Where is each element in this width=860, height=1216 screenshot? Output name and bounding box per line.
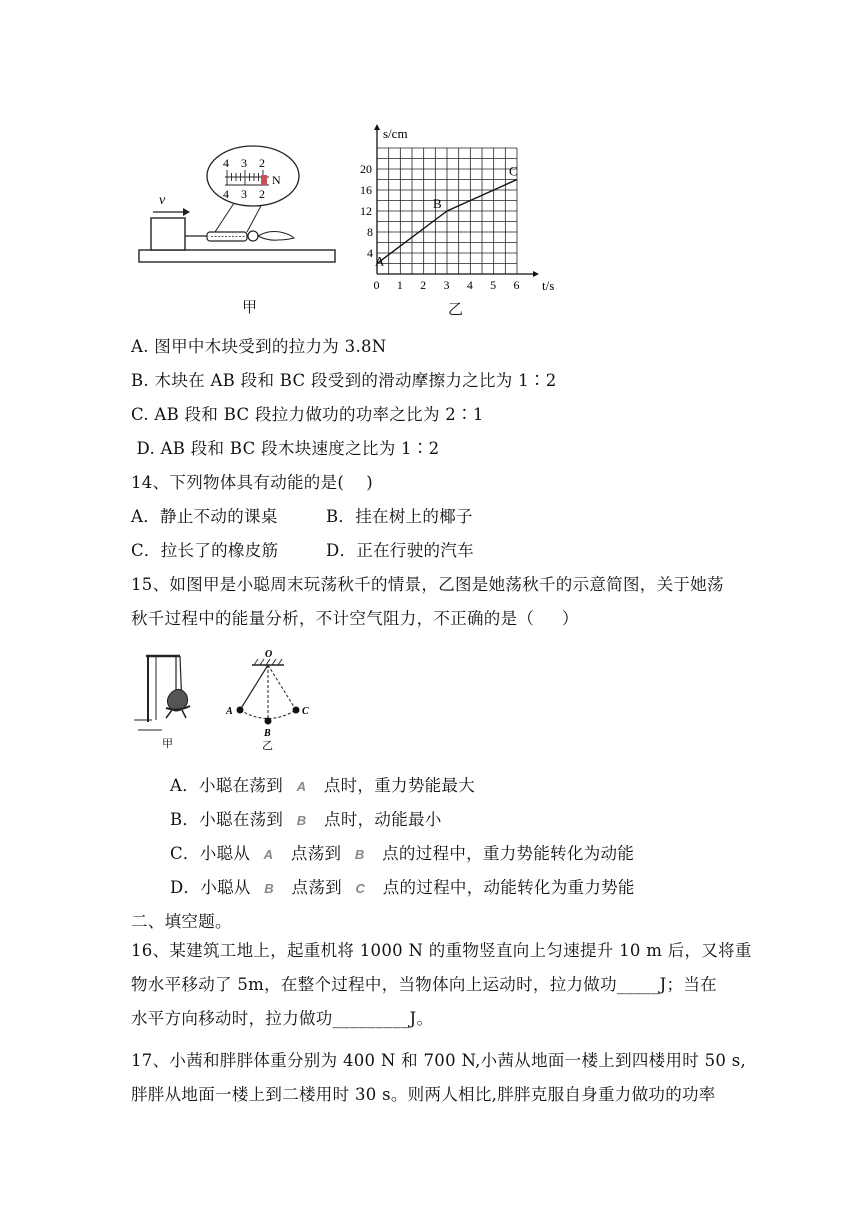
- q15-stem-line2: 秋千过程中的能量分析，不计空气阻力，不正确的是（ ）: [131, 609, 579, 628]
- q15-d-pre: D．小聪从: [170, 878, 251, 897]
- q15-a-post: 点时，重力势能最大: [323, 776, 476, 795]
- q15-c-post: 点的过程中，重力势能转化为动能: [382, 844, 635, 863]
- figure-jia-block-scale: [135, 140, 340, 270]
- glyph-d-1: B: [264, 881, 274, 896]
- scale-top-4: 4: [223, 156, 229, 170]
- q15-d-mid: 点荡到: [291, 878, 342, 897]
- pendulum-fig-yi-label: 乙: [262, 740, 273, 752]
- x-axis-label: t/s: [542, 278, 555, 293]
- q15-stem-line1: 15、如图甲是小聪周末玩荡秋千的情景，乙图是她荡秋千的示意简图，关于她荡: [131, 575, 724, 594]
- y-tick-label: 8: [367, 225, 373, 239]
- scale-top-3: 3: [241, 156, 247, 170]
- q13-option-a: A. 图甲中木块受到的拉力为 3.8N: [131, 337, 387, 356]
- q15-b-pre: B．小聪在荡到: [170, 810, 284, 829]
- x-tick-label: 5: [490, 278, 497, 292]
- q15-b-post: 点时，动能最小: [324, 810, 442, 829]
- q14-option-a: A．静止不动的课桌: [131, 507, 278, 526]
- y-axis-label: s/cm: [383, 126, 408, 141]
- y-tick-label: 16: [360, 183, 372, 197]
- x-tick-label: 0: [373, 278, 380, 292]
- q14-option-c: C．拉长了的橡皮筋: [131, 541, 279, 560]
- glyph-a: A: [296, 779, 307, 794]
- q15-c-mid: 点荡到: [290, 844, 342, 863]
- swing-photo-sketch: [132, 650, 212, 750]
- q13-option-d: D. AB 段和 BC 段木块速度之比为 1∶2: [131, 439, 440, 458]
- section-2-heading: 二、填空题。: [131, 912, 232, 931]
- q14-stem: 14、下列物体具有动能的是( ): [131, 473, 374, 492]
- scale-unit: N: [272, 173, 281, 187]
- point-b-label: B: [264, 728, 271, 739]
- point-c-label: C: [302, 706, 309, 717]
- glyph-b: B: [296, 813, 307, 828]
- y-axis-arrow: [374, 124, 380, 130]
- x-tick-label: 4: [466, 278, 473, 292]
- q15-option-c: [170, 843, 634, 866]
- q16-line2: 物水平移动了 5m，在整个过程中，当物体向上运动时，拉力做功_____J；当在: [131, 975, 717, 994]
- ball-a: [237, 707, 244, 714]
- q17-line1: 17、小茜和胖胖体重分别为 400 N 和 700 N,小茜从地面一楼上到四楼用时 50 s,: [131, 1051, 747, 1070]
- ball-b: [265, 718, 272, 725]
- q15-a-pre: A．小聪在荡到: [170, 776, 284, 795]
- figure-yi-caption: 乙: [448, 300, 464, 318]
- glyph-c-2: B: [354, 847, 365, 862]
- point-label-a: A: [375, 253, 385, 269]
- q15-option-a: [170, 775, 475, 798]
- glyph-c-1: A: [263, 847, 274, 862]
- point-label-b: B: [433, 196, 442, 211]
- y-tick-label: 4: [367, 246, 373, 260]
- point-label-c: C: [509, 163, 518, 179]
- q14-option-b: B．挂在树上的椰子: [326, 507, 473, 526]
- v-label: v: [159, 193, 166, 208]
- q16-line1: 16、某建筑工地上，起重机将 1000 N 的重物竖直向上匀速提升 10 m 后，又将重: [131, 941, 752, 960]
- chart-axes: [360, 124, 554, 293]
- hand-icon: [258, 232, 294, 241]
- y-tick-label: 20: [360, 162, 372, 176]
- x-axis-arrow: [533, 271, 539, 277]
- q15-option-d: [170, 877, 635, 900]
- scale-top-2: 2: [259, 156, 265, 170]
- q16-line3: 水平方向移动时，拉力做功_________J。: [131, 1009, 434, 1028]
- x-tick-label: 1: [396, 278, 403, 292]
- scale-bottom-4: 4: [223, 187, 229, 201]
- scale-bottom-2: 2: [259, 187, 265, 201]
- q14-option-d: D．正在行驶的汽车: [326, 541, 474, 560]
- q17-line2: 胖胖从地面一楼上到二楼用时 30 s。则两人相比,胖胖克服自身重力做功的功率: [131, 1085, 716, 1104]
- swing-fig-jia-label: 甲: [162, 738, 173, 750]
- pendulum-diagram: [218, 645, 328, 755]
- x-tick-label: 2: [420, 278, 427, 292]
- table-board: [139, 250, 335, 262]
- x-tick-label: 3: [443, 278, 450, 292]
- q13-option-b: B. 木块在 AB 段和 BC 段受到的滑动摩擦力之比为 1∶2: [131, 371, 557, 390]
- point-a-label: A: [226, 706, 233, 717]
- ball-c: [293, 707, 300, 714]
- scale-bottom-3: 3: [241, 187, 247, 201]
- q15-option-b: [170, 809, 442, 832]
- q13-option-c: C. AB 段和 BC 段拉力做功的功率之比为 2∶1: [131, 405, 484, 424]
- x-tick-label: 6: [513, 278, 520, 292]
- y-tick-label: 12: [360, 204, 372, 218]
- point-o-label: O: [265, 649, 273, 660]
- glyph-d-2: C: [355, 881, 366, 896]
- st-graph: [355, 108, 555, 298]
- wood-block: [151, 218, 185, 250]
- q15-c-pre: C．小聪从: [170, 844, 251, 863]
- q15-d-post: 点的过程中，动能转化为重力势能: [382, 878, 635, 897]
- figure-jia-caption: 甲: [242, 298, 258, 316]
- scale-zoom-ellipse: [207, 146, 299, 206]
